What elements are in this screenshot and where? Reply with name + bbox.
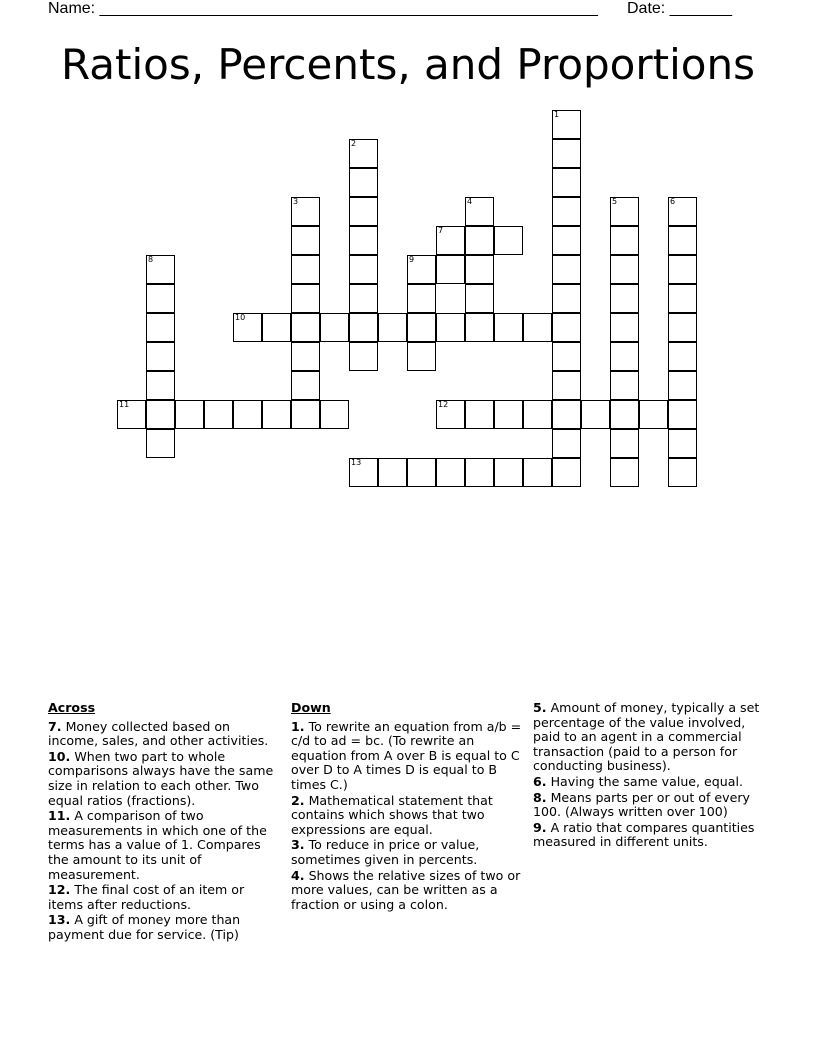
grid-cell[interactable] <box>349 197 378 226</box>
grid-cell[interactable] <box>639 400 668 429</box>
clue-number: 1. <box>291 718 305 734</box>
grid-cell[interactable] <box>668 400 697 429</box>
clue-item <box>291 720 525 793</box>
grid-cell[interactable] <box>552 110 581 139</box>
grid-cell[interactable] <box>668 458 697 487</box>
grid-cell[interactable] <box>291 284 320 313</box>
grid-cell[interactable] <box>668 284 697 313</box>
grid-cell[interactable] <box>552 197 581 226</box>
grid-cell[interactable] <box>117 400 146 429</box>
across-heading: Across <box>48 700 96 715</box>
clue-text: Amount of money, typically a set percentage of the value involved, paid to an agent in a commercial transaction (paid to a person for conducting business). <box>533 700 760 774</box>
name-field[interactable]: Name: ________________________________________________________ <box>48 0 598 17</box>
grid-cell[interactable] <box>320 400 349 429</box>
grid-cell[interactable] <box>668 226 697 255</box>
grid-cell[interactable] <box>291 342 320 371</box>
grid-cell[interactable] <box>291 371 320 400</box>
clue-item <box>291 794 525 838</box>
grid-cell[interactable] <box>668 371 697 400</box>
grid-cell[interactable] <box>349 255 378 284</box>
cell-number: 6 <box>670 197 676 206</box>
grid-cell[interactable] <box>291 197 320 226</box>
across-clues <box>48 701 282 944</box>
grid-cell[interactable] <box>465 197 494 226</box>
clue-text: A comparison of two measurements in which one of the terms has a value of 1. Compares the amount to its unit of measurement. <box>48 808 267 882</box>
grid-cell[interactable] <box>146 313 175 342</box>
grid-cell[interactable] <box>146 429 175 458</box>
grid-cell[interactable] <box>494 226 523 255</box>
grid-cell[interactable] <box>610 429 639 458</box>
grid-cell[interactable] <box>262 313 291 342</box>
down-heading: Down <box>291 700 331 715</box>
grid-cell[interactable] <box>465 313 494 342</box>
grid-cell[interactable] <box>349 284 378 313</box>
down-clues-continued <box>533 701 767 851</box>
grid-cell[interactable] <box>668 313 697 342</box>
grid-cell[interactable] <box>146 284 175 313</box>
grid-cell[interactable] <box>349 168 378 197</box>
grid-cell[interactable] <box>233 313 262 342</box>
clue-number: 10. <box>48 748 71 764</box>
grid-cell[interactable] <box>378 313 407 342</box>
grid-cell[interactable] <box>610 226 639 255</box>
grid-cell[interactable] <box>668 197 697 226</box>
clue-item <box>48 883 282 912</box>
clue-item <box>48 720 282 749</box>
clue-item <box>291 869 525 913</box>
cell-number: 13 <box>351 458 362 467</box>
clue-number: 4. <box>291 867 305 883</box>
grid-cell[interactable] <box>523 400 552 429</box>
grid-cell[interactable] <box>523 313 552 342</box>
clue-text: To reduce in price or value, sometimes given in percents. <box>291 837 480 867</box>
clue-text: The final cost of an item or items after reductions. <box>48 882 245 912</box>
clue-item <box>48 750 282 808</box>
grid-cell[interactable] <box>407 342 436 371</box>
grid-cell[interactable] <box>610 255 639 284</box>
grid-cell[interactable] <box>494 458 523 487</box>
clue-item <box>48 913 282 942</box>
clue-text: Shows the relative sizes of two or more values, can be written as a fraction or using a colon. <box>291 867 521 912</box>
grid-cell[interactable] <box>204 400 233 429</box>
grid-cell[interactable] <box>552 313 581 342</box>
grid-cell[interactable] <box>552 226 581 255</box>
grid-cell[interactable] <box>465 400 494 429</box>
grid-cell[interactable] <box>291 313 320 342</box>
cell-number: 10 <box>235 313 246 322</box>
clue-number: 7. <box>48 718 62 734</box>
grid-cell[interactable] <box>349 139 378 168</box>
clue-text: Having the same value, equal. <box>546 773 744 789</box>
grid-cell[interactable] <box>552 284 581 313</box>
grid-cell[interactable] <box>552 429 581 458</box>
grid-cell[interactable] <box>552 139 581 168</box>
grid-cell[interactable] <box>581 400 610 429</box>
grid-cell[interactable] <box>291 255 320 284</box>
clue-number: 12. <box>48 882 71 898</box>
clue-number: 3. <box>291 837 305 853</box>
crossword-grid <box>117 110 699 488</box>
grid-cell[interactable] <box>465 255 494 284</box>
clue-number: 6. <box>533 773 547 789</box>
grid-cell[interactable] <box>233 400 262 429</box>
cell-number: 12 <box>438 400 449 409</box>
grid-cell[interactable] <box>610 371 639 400</box>
clue-number: 8. <box>533 789 547 805</box>
grid-cell[interactable] <box>349 313 378 342</box>
page-title: Ratios, Percents, and Proportions <box>61 40 755 89</box>
grid-cell[interactable] <box>291 226 320 255</box>
grid-cell[interactable] <box>436 400 465 429</box>
clue-text: A ratio that compares quantities measured in different units. <box>533 819 755 850</box>
clue-number: 11. <box>48 808 71 824</box>
grid-cell[interactable] <box>146 255 175 284</box>
grid-cell[interactable] <box>668 255 697 284</box>
cell-number: 2 <box>351 139 357 148</box>
clue-number: 5. <box>533 700 547 715</box>
cell-number: 3 <box>293 197 299 206</box>
grid-cell[interactable] <box>494 400 523 429</box>
grid-cell[interactable] <box>465 284 494 313</box>
cell-number: 5 <box>612 197 618 206</box>
grid-cell[interactable] <box>552 458 581 487</box>
cell-number: 9 <box>409 255 415 264</box>
clue-item <box>291 838 525 867</box>
grid-cell[interactable] <box>349 226 378 255</box>
grid-cell[interactable] <box>175 400 204 429</box>
grid-cell[interactable] <box>668 429 697 458</box>
date-field[interactable]: Date: _______ <box>627 0 732 17</box>
clue-item <box>533 701 767 774</box>
clue-text: A gift of money more than payment due for service. (Tip) <box>48 912 241 942</box>
cell-number: 11 <box>119 400 130 409</box>
clue-text: When two part to whole comparisons always have the same size in relation to each other. Two equal ratios (fractions). <box>48 748 274 808</box>
grid-cell[interactable] <box>465 458 494 487</box>
header <box>0 0 816 22</box>
grid-cell[interactable] <box>407 313 436 342</box>
grid-cell[interactable] <box>610 458 639 487</box>
clue-text: To rewrite an equation from a/b = c/d to ad = bc. (To rewrite an equation from A over B is equal to C over D to A times D is equal to B times C.) <box>291 718 522 792</box>
grid-cell[interactable] <box>610 342 639 371</box>
clue-text: Means parts per or out of every 100. (Always written over 100) <box>533 789 750 820</box>
grid-cell[interactable] <box>436 458 465 487</box>
clue-number: 9. <box>533 819 547 835</box>
clue-item <box>48 809 282 882</box>
grid-cell[interactable] <box>146 400 175 429</box>
grid-cell[interactable] <box>465 226 494 255</box>
clue-item <box>533 791 767 820</box>
grid-cell[interactable] <box>610 197 639 226</box>
grid-cell[interactable] <box>610 400 639 429</box>
grid-cell[interactable] <box>552 255 581 284</box>
grid-cell[interactable] <box>552 371 581 400</box>
grid-cell[interactable] <box>349 458 378 487</box>
grid-cell[interactable] <box>146 371 175 400</box>
grid-cell[interactable] <box>552 342 581 371</box>
grid-cell[interactable] <box>262 400 291 429</box>
grid-cell[interactable] <box>349 342 378 371</box>
clue-item <box>533 775 767 790</box>
grid-cell[interactable] <box>407 255 436 284</box>
grid-cell[interactable] <box>436 255 465 284</box>
cell-number: 7 <box>438 226 444 235</box>
grid-cell[interactable] <box>494 313 523 342</box>
grid-cell[interactable] <box>146 342 175 371</box>
grid-cell[interactable] <box>407 284 436 313</box>
clue-text: Money collected based on income, sales, and other activities. <box>48 718 269 749</box>
grid-cell[interactable] <box>552 400 581 429</box>
grid-cell[interactable] <box>407 458 436 487</box>
cell-number: 4 <box>467 197 473 206</box>
down-clues <box>291 701 525 913</box>
grid-cell[interactable] <box>436 313 465 342</box>
grid-cell[interactable] <box>436 226 465 255</box>
clue-text: Mathematical statement that contains which shows that two expressions are equal. <box>291 792 493 837</box>
grid-cell[interactable] <box>610 284 639 313</box>
clue-number: 13. <box>48 912 71 928</box>
grid-cell[interactable] <box>610 313 639 342</box>
clue-number: 2. <box>291 792 305 808</box>
grid-cell[interactable] <box>320 313 349 342</box>
grid-cell[interactable] <box>668 342 697 371</box>
grid-cell[interactable] <box>378 458 407 487</box>
grid-cell[interactable] <box>552 168 581 197</box>
grid-cell[interactable] <box>291 400 320 429</box>
grid-cell[interactable] <box>523 458 552 487</box>
clue-item <box>533 821 767 850</box>
cell-number: 1 <box>554 110 560 119</box>
cell-number: 8 <box>148 255 154 264</box>
